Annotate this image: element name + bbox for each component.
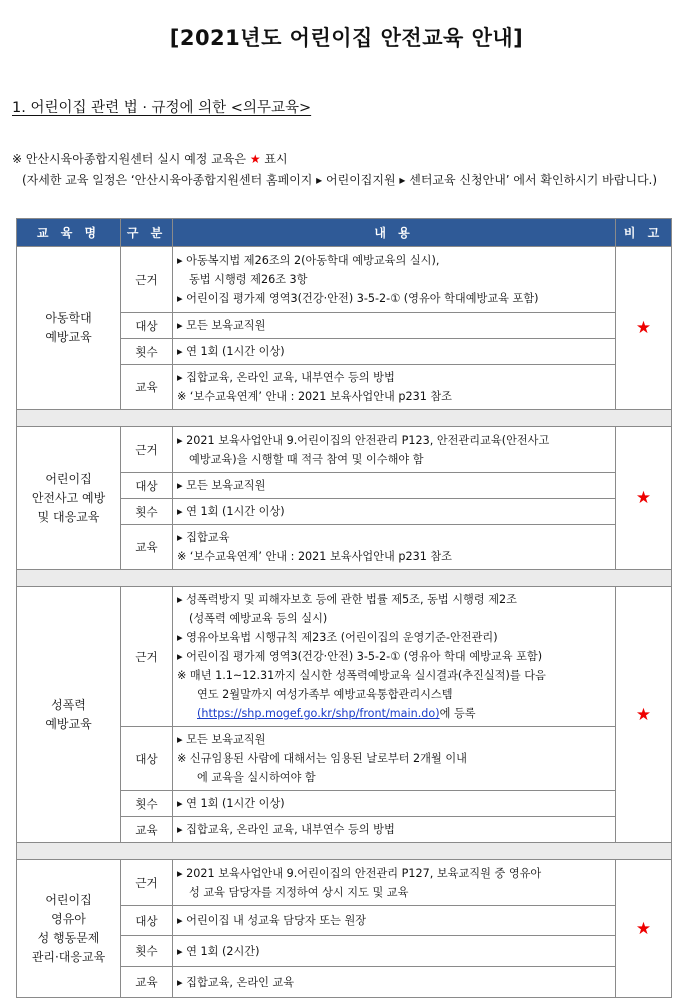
content-line: ▸ 연 1회 (1시간 이상): [177, 505, 285, 518]
edu-name-line: 어린이집: [45, 471, 92, 486]
category-cell: 근거: [121, 427, 173, 473]
content-cell: [173, 365, 616, 410]
content-cell: [173, 791, 616, 817]
content-cell: [173, 906, 616, 936]
content-line: ▸ 집합교육, 온라인 교육: [177, 975, 295, 989]
content-line: ▸ 모든 보육교직원: [177, 733, 266, 746]
edu-name-line: 관리·대응교육: [31, 949, 106, 964]
category-cell: 교육: [121, 817, 173, 843]
content-line: ▸ 영유아보육법 시행규칙 제23조 (어린이집의 운영기준-안전관리): [177, 631, 498, 644]
table-row: [17, 247, 672, 313]
content-line: (성폭력 예방교육 등의 실시): [189, 612, 328, 625]
header-category: 구 분: [121, 219, 173, 247]
edu-name-line: 안전사고 예방: [31, 490, 106, 505]
content-cell: [173, 313, 616, 339]
page-title: [2021년도 어린이집 안전교육 안내]: [169, 26, 524, 50]
content-line: 동법 시행령 제26조 3항: [189, 273, 308, 286]
table-row: [17, 587, 672, 727]
notice-detail: (자세한 교육 일정은 ‘안산시육아종합지원센터 홈페이지 ▸ 어린이집지원 ▸ 센터교육 신청안내’ 에서 확인하시기 바랍니다.): [22, 173, 658, 187]
content-cell: [173, 525, 616, 570]
edu-name-line: 성폭력: [51, 697, 86, 712]
edu-name-cell: [17, 860, 121, 998]
category-cell: 횟수: [121, 499, 173, 525]
edu-name-line: 예방교육: [45, 330, 92, 344]
link-suffix: 에 등록: [439, 707, 476, 720]
category-cell: 대상: [121, 727, 173, 791]
content-cell: [173, 339, 616, 365]
star-icon: ★: [616, 427, 672, 570]
content-line: ※ 매년 1.1~12.31까지 실시한 성폭력예방교육 실시결과(추진실적)를 다음: [177, 669, 546, 682]
header-edu-name: 교 육 명: [17, 219, 121, 247]
star-icon: ★: [616, 587, 672, 843]
edu-name-line: 아동학대: [45, 311, 92, 325]
content-cell: [173, 727, 616, 791]
content-cell: [173, 817, 616, 843]
category-cell: 교육: [121, 365, 173, 410]
notice-prefix: ※ 안산시육아종합지원센터 실시 예정 교육은: [12, 152, 246, 166]
content-line: ※ 신규임용된 사람에 대해서는 임용된 날로부터 2개월 이내: [177, 752, 467, 765]
category-cell: 근거: [121, 587, 173, 727]
category-cell: 교육: [121, 525, 173, 570]
category-cell: 횟수: [121, 791, 173, 817]
group-separator: [17, 570, 672, 587]
category-cell: 교육: [121, 967, 173, 998]
content-line: [177, 704, 611, 723]
category-cell: 대상: [121, 313, 173, 339]
category-cell: 근거: [121, 247, 173, 313]
edu-name-line: 예방교육: [45, 716, 92, 731]
registration-link[interactable]: (https://shp.mogef.go.kr/shp/front/main.do): [197, 707, 440, 720]
edu-name-cell: [17, 247, 121, 410]
content-cell: [173, 967, 616, 998]
content-line: ※ ‘보수교육연계’ 안내 : 2021 보육사업안내 p231 참조: [177, 390, 452, 403]
star-icon: ★: [616, 247, 672, 410]
content-cell: [173, 247, 616, 313]
content-cell: [173, 587, 616, 727]
notice-suffix: 표시: [264, 152, 288, 166]
content-line: ▸ 어린이집 평가제 영역3(건강·안전) 3-5-2-① (영유아 학대예방교육 포함): [177, 292, 539, 305]
content-cell: [173, 860, 616, 906]
content-line: ▸ 아동복지법 제26조의 2(아동학대 예방교육의 실시),: [177, 254, 440, 267]
education-table: [16, 218, 672, 998]
content-line: ▸ 2021 보육사업안내 9.어린이집의 안전관리 P127, 보육교직원 중 영유아: [177, 866, 542, 880]
group-separator: [17, 843, 672, 860]
category-cell: 대상: [121, 473, 173, 499]
category-cell: 횟수: [121, 936, 173, 967]
content-line: ▸ 연 1회 (1시간 이상): [177, 345, 285, 358]
content-line: ▸ 연 1회 (1시간 이상): [177, 797, 285, 810]
notice-line: [12, 150, 288, 167]
content-line: 에 교육을 실시하여야 함: [197, 771, 316, 784]
category-cell: 대상: [121, 906, 173, 936]
content-line: ※ ‘보수교육연계’ 안내 : 2021 보육사업안내 p231 참조: [177, 550, 452, 563]
content-line: ▸ 모든 보육교직원: [177, 319, 266, 332]
edu-name-line: 어린이집: [45, 892, 92, 907]
edu-name-cell: [17, 427, 121, 570]
header-content: 내 용: [173, 219, 616, 247]
content-cell: [173, 499, 616, 525]
edu-name-line: 및 대응교육: [37, 509, 100, 524]
content-cell: [173, 473, 616, 499]
category-cell: 횟수: [121, 339, 173, 365]
content-cell: [173, 427, 616, 473]
content-line: 연도 2월말까지 여성가족부 예방교육통합관리시스템: [197, 688, 453, 701]
content-line: ▸ 모든 보육교직원: [177, 479, 266, 492]
content-line: ▸ 2021 보육사업안내 9.어린이집의 안전관리 P123, 안전관리교육(안전사고: [177, 433, 550, 447]
content-line: ▸ 집합교육, 온라인 교육, 내부연수 등의 방법: [177, 371, 395, 384]
table-row: [17, 427, 672, 473]
content-line: 예방교육)을 시행할 때 적극 참여 및 이수해야 함: [189, 452, 424, 466]
group-separator: [17, 410, 672, 427]
content-line: ▸ 성폭력방지 및 피해자보호 등에 관한 법률 제5조, 동법 시행령 제2조: [177, 593, 517, 606]
star-icon: ★: [249, 152, 261, 166]
table-header-row: [17, 219, 672, 247]
content-cell: [173, 936, 616, 967]
content-line: ▸ 어린이집 평가제 영역3(건강·안전) 3-5-2-① (영유아 학대 예방교육 포함): [177, 650, 543, 663]
header-remark: 비 고: [616, 219, 672, 247]
content-line: 성 교육 담당자를 지정하여 상시 지도 및 교육: [189, 885, 409, 899]
table-row: [17, 860, 672, 906]
edu-name-line: 성 행동문제: [37, 930, 100, 945]
star-icon: ★: [616, 860, 672, 998]
section-heading: 1. 어린이집 관련 법 · 규정에 의한 <의무교육>: [12, 100, 312, 116]
category-cell: 근거: [121, 860, 173, 906]
content-line: ▸ 집합교육, 온라인 교육, 내부연수 등의 방법: [177, 823, 395, 836]
edu-name-cell: [17, 587, 121, 843]
edu-name-line: 영유아: [51, 911, 86, 926]
content-line: ▸ 어린이집 내 성교육 담당자 또는 원장: [177, 914, 367, 927]
content-line: ▸ 연 1회 (2시간): [177, 944, 260, 958]
content-line: ▸ 집합교육: [177, 531, 230, 544]
